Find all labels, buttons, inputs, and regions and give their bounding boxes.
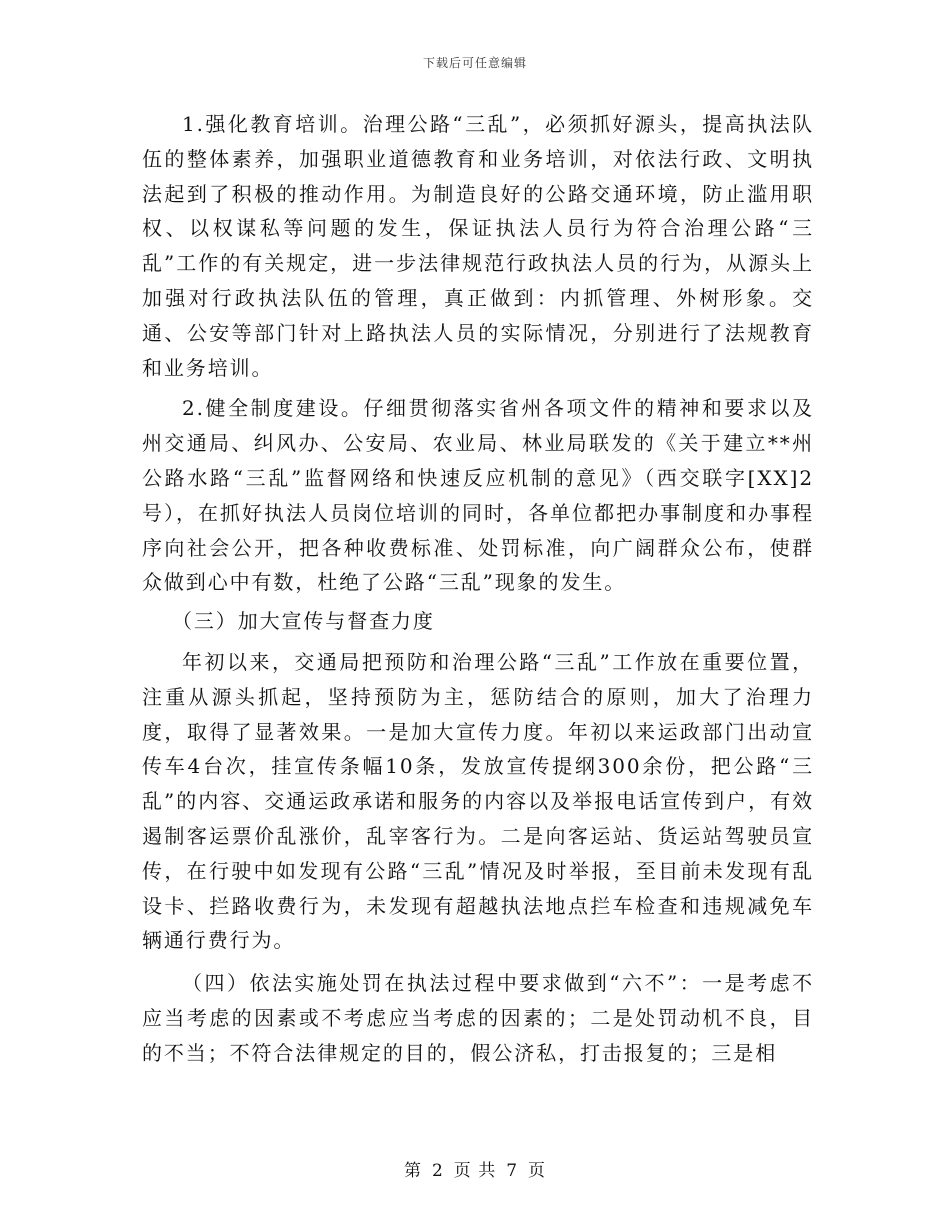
footer-suffix: 页 xyxy=(528,1161,547,1181)
document-body xyxy=(142,107,814,1071)
paragraph-penalties: （四）依法实施处罚在执法过程中要求做到“六不”：一是考虑不应当考虑的因素或不考虑应当考虑的因素的；二是处罚动机不良，目的不当；不符合法律规定的目的，假公济私，打击报复的；三是相 xyxy=(142,971,814,1065)
footer-page-number: 2 xyxy=(431,1161,444,1181)
section-heading-publicity: （三）加大宣传与督查力度 xyxy=(172,609,435,634)
paragraph-publicity: 年初以来，交通局把预防和治理公路“三乱”工作放在重要位置，注重从源头抓起，坚持预防为主，惩防结合的原则，加大了治理力度，取得了显著效果。一是加大宣传力度。年初以来运政部门出动宣传车4台次，挂宣传条幅10条，发放宣传提纲300余份，把公路“三乱”的内容、交通运政承诺和服务的内容以及举报电话宣传到户，有效遏制客运票价乱涨价，乱宰客行为。二是向客运站、货运站驾驶员宣传，在行驶中如发现有公路“三乱”情况及时举报，至目前未发现有乱设卡、拦路收费行为，未发现有超越执法地点拦车检查和违规减免车辆通行费行为。 xyxy=(142,649,814,953)
footer-middle: 页 共 xyxy=(453,1161,497,1181)
footer-prefix: 第 xyxy=(403,1161,422,1181)
page-footer xyxy=(0,1156,950,1181)
paragraph-system-building: 2.健全制度建设。仔细贯彻落实省州各项文件的精神和要求以及州交通局、纠风办、公安局、农业局、林业局联发的《关于建立**州公路水路“三乱”监督网络和快速反应机制的意见》（西交联字[XX]2号），在抓好执法人员岗位培训的同时，各单位都把办事制度和办事程序向社会公开，把各种收费标准、处罚标准，向广阔群众公布，使群众做到心中有数，杜绝了公路“三乱”现象的发生。 xyxy=(142,396,814,595)
header-note: 下载后可任意编辑 xyxy=(422,56,527,70)
footer-total-pages: 7 xyxy=(506,1161,519,1181)
paragraph-education-training: 1.强化教育培训。治理公路“三乱”，必须抓好源头，提高执法队伍的整体素养，加强职业道德教育和业务培训，对依法行政、文明执法起到了积极的推动作用。为制造良好的公路交通环境，防止滥用职权、以权谋私等问题的发生，保证执法人员行为符合治理公路“三乱”工作的有关规定，进一步法律规范行政执法人员的行为，从源头上加强对行政执法队伍的管理，真正做到：内抓管理、外树形象。交通、公安等部门针对上路执法人员的实际情况，分别进行了法规教育和业务培训。 xyxy=(142,112,814,380)
